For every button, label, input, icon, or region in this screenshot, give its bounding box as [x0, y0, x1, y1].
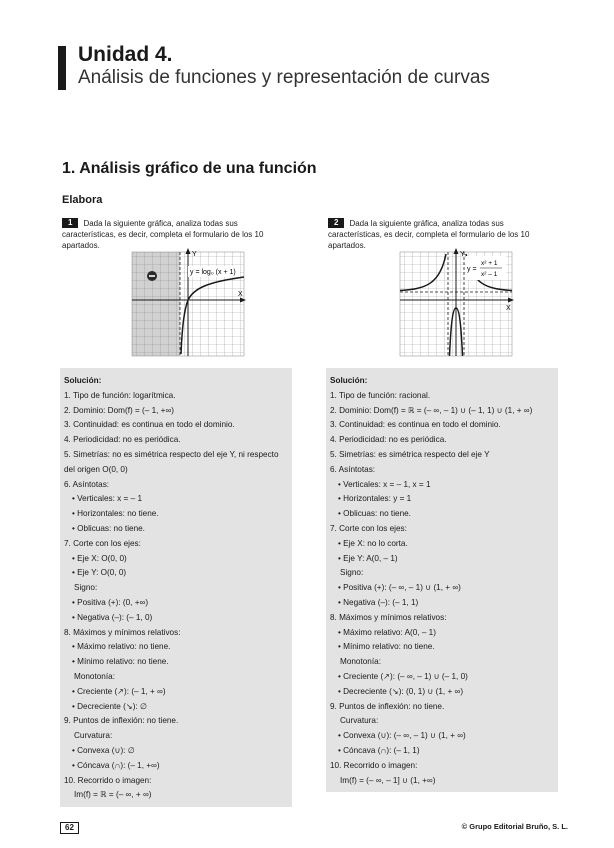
graph-2-label-denominator: x² – 1: [481, 271, 498, 278]
solution-line: Signo:: [340, 568, 364, 578]
solution-line: 9. Puntos de inflexión: no tiene.: [330, 701, 445, 711]
unit-subtitle: Análisis de funciones y representación de curvas: [78, 67, 490, 88]
solution-line: • Creciente (↗): (– 1, + ∞): [72, 686, 166, 696]
solution-line: • Mínimo relativo: no tiene.: [338, 642, 435, 652]
solution-line: 1. Tipo de función: racional.: [330, 390, 431, 400]
exercise-2-graph: [396, 248, 516, 360]
solution-line: 7. Corte con los ejes:: [64, 538, 141, 548]
unit-title: Unidad 4.: [78, 43, 173, 66]
y-axis-arrow-icon: [186, 248, 191, 254]
solution-line: Curvatura:: [340, 716, 379, 726]
section-title: 1. Análisis gráfico de una función: [62, 160, 317, 177]
unit-title-bar: [58, 46, 66, 90]
solution-line: • Negativa (–): (– 1, 1): [338, 597, 419, 607]
solution-line: • Cóncava (∩): (– 1, +∞): [72, 760, 160, 770]
solution-line: • Negativa (–): (– 1, 0): [72, 612, 153, 622]
solution-line: • Eje X: O(0, 0): [72, 553, 127, 563]
graph-2-label-numerator: x² + 1: [481, 260, 498, 267]
solution-line: 6. Asíntotas:: [64, 479, 110, 489]
solution-2-list: [326, 389, 558, 789]
solution-line: • Decreciente (↘): ∅: [72, 701, 148, 711]
domain-excluded-shading: [132, 252, 180, 356]
solution-line: 8. Máximos y mínimos relativos:: [330, 612, 447, 622]
solution-line: • Creciente (↗): (– ∞, – 1) ∪ (– 1, 0): [338, 671, 468, 681]
solution-line: Monotonía:: [340, 657, 381, 667]
solution-line: • Horizontales: y = 1: [338, 494, 412, 504]
graph-1-function-label: y = log₀ (x + 1): [190, 269, 236, 276]
solution-line: 2. Dominio: Dom(f) = ℝ = (– ∞, – 1) ∪ (– 1, 1) ∪ (1, + ∞): [330, 405, 533, 415]
exercise-1-solution: [60, 368, 292, 807]
graph-2-x-label: X: [506, 305, 511, 312]
solution-line: 2. Dominio: Dom(f) = (– 1, +∞): [64, 405, 175, 415]
solution-line: • Verticales: x = – 1: [72, 494, 142, 504]
solution-line: • Verticales: x = – 1, x = 1: [338, 479, 431, 489]
solution-line: • Oblicuas: no tiene.: [72, 523, 145, 533]
solution-line: • Decreciente (↘): (0, 1) ∪ (1, + ∞): [338, 686, 464, 696]
solution-line: • Positiva (+): (– ∞, – 1) ∪ (1, + ∞): [338, 583, 461, 593]
solution-line: 4. Periodicidad: no es periódica.: [330, 435, 447, 445]
graph-2-y-label: Y: [460, 251, 465, 258]
solution-line: Im(f) = (– ∞, – 1] ∪ (1, +∞): [340, 775, 436, 785]
y-axis-arrow-icon: [454, 248, 459, 254]
solution-line: • Convexa (∪): (– ∞, – 1) ∪ (1, + ∞): [338, 731, 466, 741]
solution-line: • Oblicuas: no tiene.: [338, 509, 411, 519]
exercise-1-statement: [62, 218, 282, 251]
solution-line: • Horizontales: no tiene.: [72, 509, 159, 519]
graph-2-label-lhs: y =: [467, 266, 477, 273]
solution-2-title: Solución:: [330, 376, 368, 385]
solution-line: • Eje Y: O(0, 0): [72, 568, 127, 578]
solution-line: 10. Recorrido o imagen:: [330, 760, 418, 770]
exercise-1-graph: [128, 248, 248, 360]
exercise-2-text: Dada la siguiente gráfica, analiza todas sus características, es decir, completa el formulario de los 10 apartados.: [328, 219, 530, 250]
solution-line: • Cóncava (∩): (– 1, 1): [338, 745, 420, 755]
solution-line: • Máximo relativo: A(0, – 1): [338, 627, 436, 637]
exercise-1-number: 1: [62, 218, 78, 228]
solution-line: • Mínimo relativo: no tiene.: [72, 657, 169, 667]
exercise-2-statement: [328, 218, 548, 251]
solution-line: Curvatura:: [74, 731, 113, 741]
solution-line: 5. Simetrías: es simétrica respecto del eje Y: [330, 449, 490, 459]
solution-line: 9. Puntos de inflexión: no tiene.: [64, 716, 179, 726]
solution-line: 5. Simetrías: no es simétrica respecto del eje Y, ni respecto del origen O(0, 0): [64, 449, 279, 474]
solution-1-title: Solución:: [64, 376, 102, 385]
solution-line: • Máximo relativo: no tiene.: [72, 642, 171, 652]
solution-1-list: [60, 389, 292, 803]
solution-line: Signo:: [74, 583, 98, 593]
graph-1-y-label: Y: [192, 251, 197, 258]
section-subheading: Elabora: [62, 194, 103, 206]
solution-line: 6. Asíntotas:: [330, 464, 376, 474]
page-number: 62: [60, 822, 79, 834]
solution-line: 7. Corte con los ejes:: [330, 523, 407, 533]
solution-line: 3. Continuidad: es continua en todo el dominio.: [64, 420, 235, 430]
exercise-2-solution: [326, 368, 558, 792]
solution-line: • Convexa (∪): ∅: [72, 745, 135, 755]
solution-line: 3. Continuidad: es continua en todo el dominio.: [330, 420, 501, 430]
solution-line: • Eje X: no lo corta.: [338, 538, 408, 548]
exercise-2-number: 2: [328, 218, 344, 228]
solution-line: 1. Tipo de función: logarítmica.: [64, 390, 176, 400]
solution-line: Monotonía:: [74, 671, 115, 681]
exercise-1-text: Dada la siguiente gráfica, analiza todas sus características, es decir, completa el formulario de los 10 apartados.: [62, 219, 264, 250]
solution-line: • Positiva (+): (0, +∞): [72, 597, 149, 607]
solution-line: • Eje Y: A(0, – 1): [338, 553, 398, 563]
solution-line: Im(f) = ℝ = (– ∞, + ∞): [74, 790, 152, 800]
copyright: © Grupo Editorial Bruño, S. L.: [461, 822, 568, 831]
solution-line: 8. Máximos y mínimos relativos:: [64, 627, 181, 637]
solution-line: 4. Periodicidad: no es periódica.: [64, 435, 181, 445]
solution-line: 10. Recorrido o imagen:: [64, 775, 152, 785]
graph-1-x-label: X: [238, 291, 243, 298]
